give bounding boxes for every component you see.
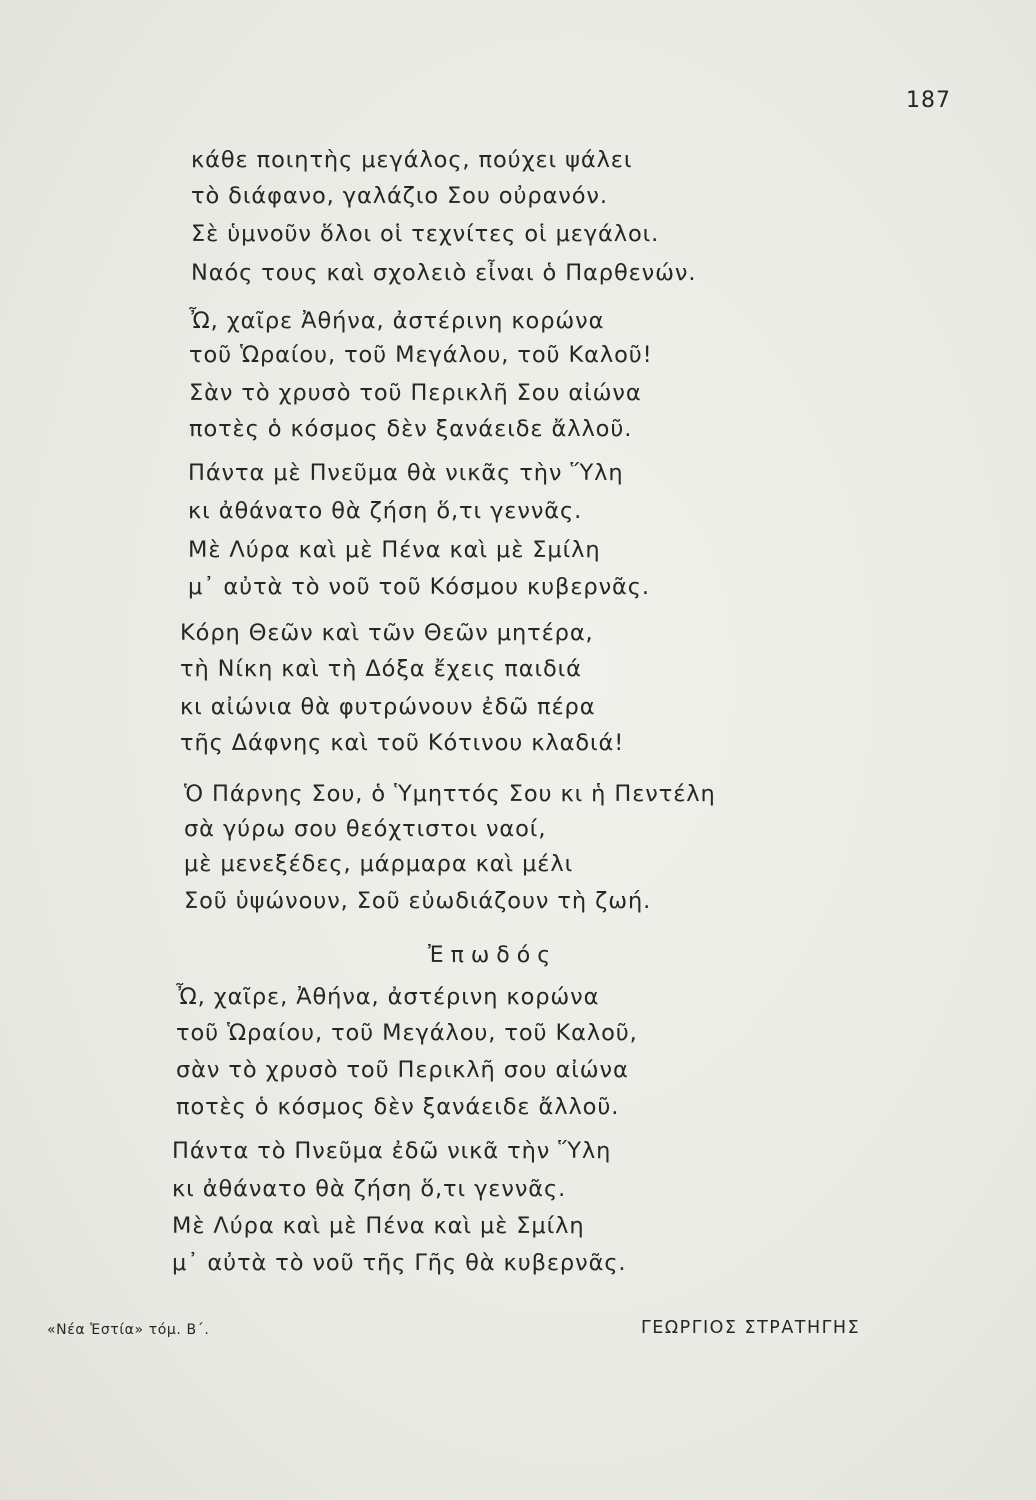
page-number: 187	[906, 88, 951, 113]
poem-line: Ναός τους καὶ σχολειὸ εἶναι ὁ Παρθενών.	[191, 260, 697, 286]
poem-line: τὴ Νίκη καὶ τὴ Δόξα ἔχεις παιδιά	[180, 656, 582, 682]
poem-line: κι ἀθάνατο θὰ ζήση ὅ,τι γεννᾶς.	[172, 1176, 567, 1202]
poem-line: τοῦ Ὡραίου, τοῦ Μεγάλου, τοῦ Καλοῦ,	[176, 1020, 638, 1046]
poem-line: μ᾽ αὐτὰ τὸ νοῦ τῆς Γῆς θὰ κυβερνᾶς.	[172, 1250, 627, 1276]
poem-line: Σοῦ ὑψώνουν, Σοῦ εὐωδιάζουν τὴ ζωή.	[184, 888, 652, 914]
poem-line: ποτὲς ὁ κόσμος δὲν ξανάειδε ἄλλοῦ.	[176, 1094, 620, 1120]
poem-line: ποτὲς ὁ κόσμος δὲν ξανάειδε ἄλλοῦ.	[189, 416, 633, 442]
poem-line: Ὦ, χαῖρε, Ἀθήνα, ἀστέρινη κορώνα	[176, 984, 600, 1010]
poem-line: Μὲ Λύρα καὶ μὲ Πένα καὶ μὲ Σμίλη	[172, 1213, 585, 1239]
poem-line: σὰ γύρω σου θεόχτιστοι ναοί,	[184, 816, 547, 842]
author-name: ΓΕΩΡΓΙΟΣ ΣΤΡΑΤΗΓΗΣ	[641, 1318, 861, 1338]
poem-line: κι ἀθάνατο θὰ ζήση ὅ,τι γεννᾶς.	[188, 498, 583, 524]
poem-line: Ὦ, χαῖρε Ἀθήνα, ἀστέρινη κορώνα	[189, 308, 605, 334]
poem-line: Πάντα τὸ Πνεῦμα ἐδῶ νικᾶ τὴν Ὕλη	[172, 1138, 612, 1164]
poem-line: Σὰν τὸ χρυσὸ τοῦ Περικλῆ Σου αἰώνα	[189, 380, 642, 406]
poem-line: κάθε ποιητὴς μεγάλος, πούχει ψάλει	[191, 147, 633, 173]
poem-line: Κόρη Θεῶν καὶ τῶν Θεῶν μητέρα,	[180, 620, 594, 646]
poem-line: τῆς Δάφνης καὶ τοῦ Κότινου κλαδιά!	[180, 730, 625, 756]
poem-line: σὰν τὸ χρυσὸ τοῦ Περικλῆ σου αἰώνα	[176, 1057, 629, 1083]
source-citation: «Νέα Ἑστία» τόμ. Β΄.	[47, 1322, 210, 1338]
poem-line: Ὁ Πάρνης Σου, ὁ Ὑμηττός Σου κι ἡ Πεντέλη	[184, 781, 716, 807]
epode-heading: Ἐπωδός	[428, 943, 558, 968]
poem-line: Πάντα μὲ Πνεῦμα θὰ νικᾶς τὴν Ὕλη	[188, 460, 624, 486]
poem-line: κι αἰώνια θὰ φυτρώνουν ἐδῶ πέρα	[180, 694, 596, 720]
poem-line: μὲ μενεξέδες, μάρμαρα καὶ μέλι	[184, 851, 574, 877]
poem-line: μ᾽ αὐτὰ τὸ νοῦ τοῦ Κόσμου κυβερνᾶς.	[188, 574, 650, 600]
poem-line: Σὲ ὑμνοῦν ὅλοι οἱ τεχνίτες οἱ μεγάλοι.	[191, 221, 660, 247]
poem-line: Μὲ Λύρα καὶ μὲ Πένα καὶ μὲ Σμίλη	[188, 537, 601, 563]
poem-line: τὸ διάφανο, γαλάζιο Σου οὐρανόν.	[191, 183, 608, 209]
poem-line: τοῦ Ὡραίου, τοῦ Μεγάλου, τοῦ Καλοῦ!	[189, 342, 653, 368]
